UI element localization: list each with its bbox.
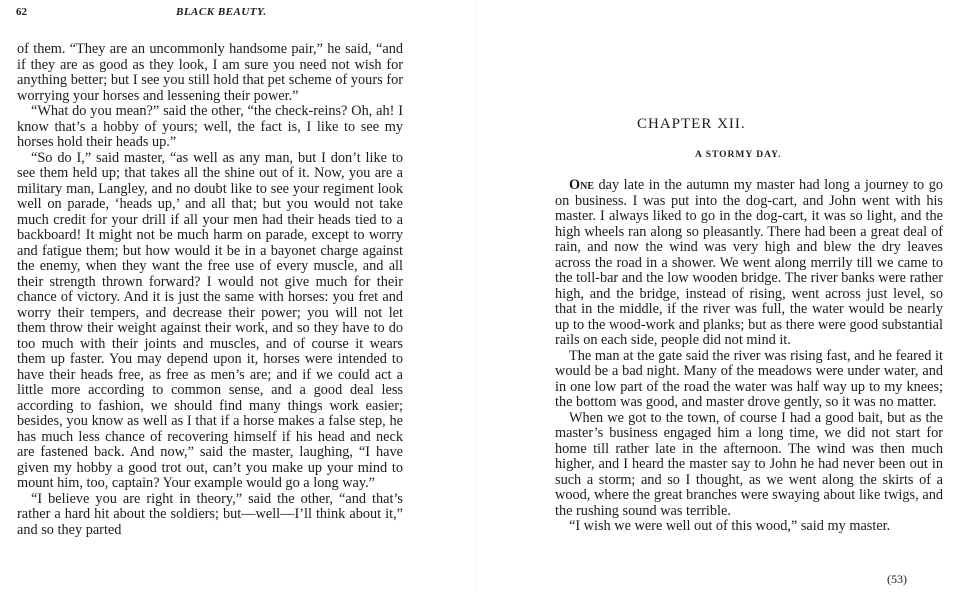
paragraph: When we got to the town, of course I had a good bait, but as the master’s business engaged him a long time, we did not start for home till rather late in the afternoon. The wind was then much higher, and I heard the master say to John he had never been out in such a storm; and so I thought, as we went along the skirts of a wood, where the great branches were swaying about like twigs, and the rushing sound was terrible. (555, 409, 943, 519)
paragraph: “I believe you are right in theory,” said the other, “and that’s rather a hard hit about the soldiers; but—well—I’ll think about it,” and so they parted (17, 490, 403, 538)
opening-paragraph-text: day late in the autumn my master had long a journey to go on business. I was put into the dog-cart, and John went with his master. I always liked to go in the dog-cart, it was so light, and the high wheels ran along so pleasantly. There had been a great deal of rain, and now the wind was very high and blew the dry leaves across the road in a shower. We went along merrily till we came to the toll-bar and the low wooden bridge. The river banks were rather high, and the bridge, instead of rising, went across just level, so that in the middle, if the river was full, the water would be nearly up to the wood-work and planks; but as there were good substantial rails on each side, people did not mind it. (555, 177, 943, 348)
right-page-text (555, 178, 943, 535)
chapter-subtitle: A STORMY DAY. (695, 150, 782, 160)
page-number-left: 62 (16, 6, 27, 18)
paragraph: “So do I,” said master, “as well as any man, but I don’t like to see them held up; that takes all the shine out of it. Now, you are a military man, Langley, and no doubt like to see your regiment look well on parade, ‘heads up,’ and all that; but you would not take much credit for your drill if all your men had their heads tied to a backboard! It might not be much harm on parade, except to worry and fatigue them; but how would it be in a bayonet charge against the enemy, when they want the free use of every muscle, and all their strength thrown forward? I would not give much for their chance of victory. And it is just the same with horses: you fret and worry their tempers, and decrease their power; you will not let them throw their weight against their work, and so they have to do too much with their joints and muscles, and of course it wears them up faster. You may depend upon it, horses were intended to have their heads free, as free as men’s are; and if we could act a little more according to common sense, and a good deal less according to fashion, we should find many things work easier; besides, you know as well as I that if a horse makes a false step, he has much less chance of recovering himself if his head and neck are fastened back. And now,” said the master, laughing, “I have given my hobby a good trot out, can’t you make up your mind to mount him, too, captain? Your example would go a long way.” (17, 149, 403, 491)
paragraph: “What do you mean?” said the other, “the check-reins? Oh, ah! I know that’s a hobby of yours; well, the fact is, I like to see my horses hold their heads up.” (17, 103, 403, 150)
paragraph: “I wish we were well out of this wood,” said my master. (569, 518, 891, 534)
left-page-text (17, 42, 403, 538)
paragraph (555, 178, 943, 349)
paragraph: The man at the gate said the river was rising fast, and he feared it would be a bad night. Many of the meadows were under water, and in one low part of the road the water was half way up to my knees; the bottom was good, and master drove gently, so it was no matter. (555, 347, 943, 410)
book-title: BLACK BEAUTY. (176, 6, 267, 18)
right-page (477, 0, 954, 592)
paragraph: of them. “They are an uncommonly handsome pair,” he said, “and if they are as good as they look, I am sure you need not wish for anything better; but I see you still hold that pet scheme of yours for worrying your horses and lessening their power.” (17, 41, 403, 104)
chapter-title: CHAPTER XII. (637, 116, 746, 132)
page-number-right: (53) (887, 572, 907, 586)
opening-words: One (569, 177, 595, 193)
